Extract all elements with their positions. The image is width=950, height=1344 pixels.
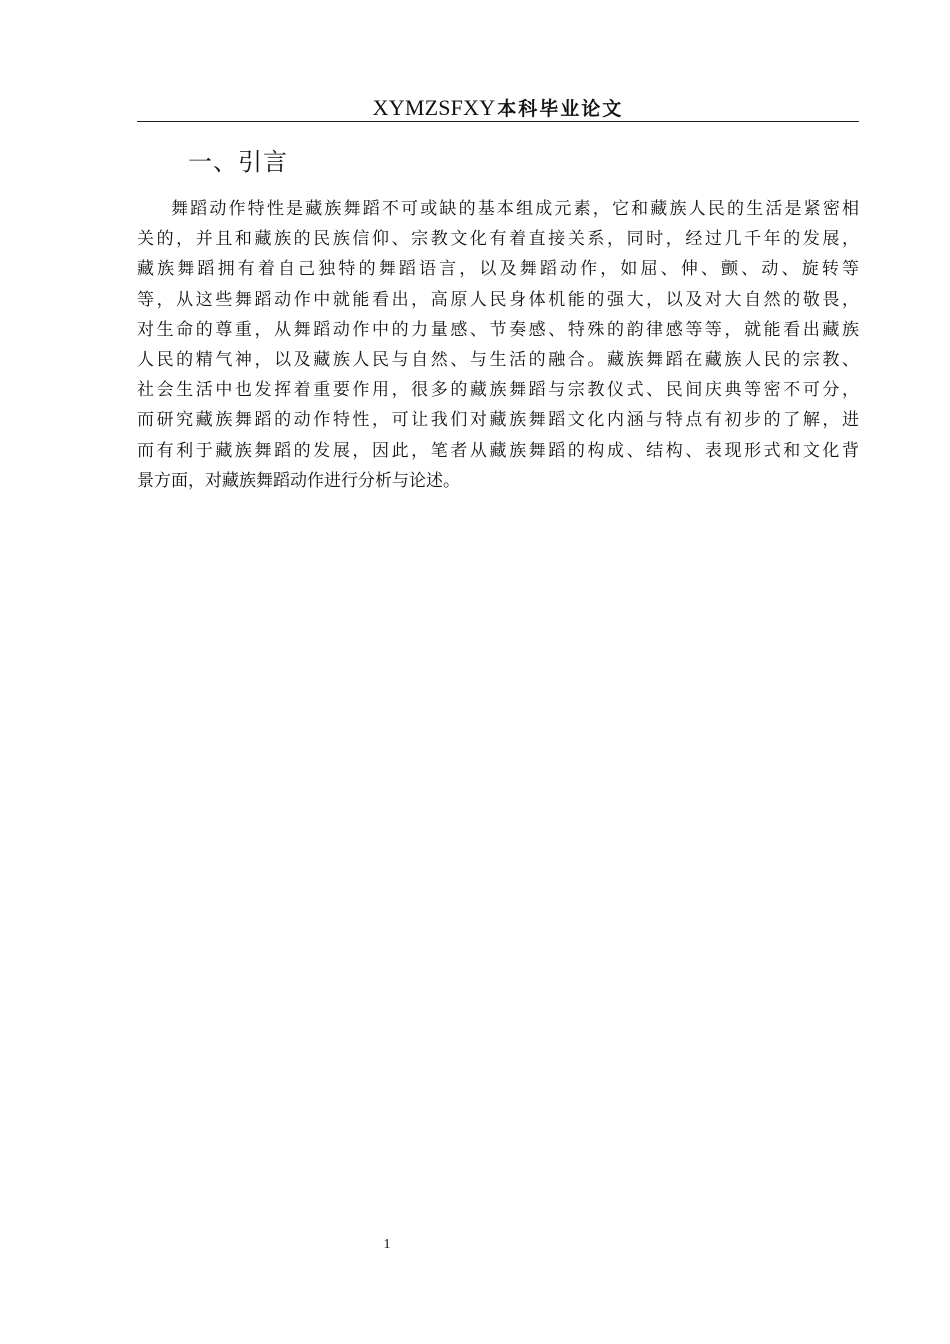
paragraph-line: 等，从这些舞蹈动作中就能看出，高原人民身体机能的强大，以及对大自然的敬畏， (137, 289, 859, 310)
paragraph-line: 而研究藏族舞蹈的动作特性，可让我们对藏族舞蹈文化内涵与特点有初步的了解，进 (137, 410, 859, 431)
paragraph-line: 对生命的尊重，从舞蹈动作中的力量感、节奏感、特殊的韵律感等等，就能看出藏族 (137, 319, 859, 340)
paragraph-line: 人民的精气神，以及藏族人民与自然、与生活的融合。藏族舞蹈在藏族人民的宗教、 (137, 349, 859, 370)
header-divider (137, 121, 859, 122)
header-latin-text: XYMZSFXY (372, 95, 496, 120)
running-header (137, 94, 859, 121)
paragraph-line: 而有利于藏族舞蹈的发展，因此，笔者从藏族舞蹈的构成、结构、表现形式和文化背 (137, 440, 859, 461)
paragraph-line: 藏族舞蹈拥有着自己独特的舞蹈语言，以及舞蹈动作，如屈、伸、颤、动、旋转等 (137, 259, 859, 280)
paragraph-line: 社会生活中也发挥着重要作用，很多的藏族舞蹈与宗教仪式、民间庆典等密不可分， (137, 380, 859, 401)
section-heading: 一、引言 (188, 148, 288, 176)
paragraph-line: 景方面，对藏族舞蹈动作进行分析与论述。 (137, 470, 460, 491)
paragraph-line: 关的，并且和藏族的民族信仰、宗教文化有着直接关系，同时，经过几千年的发展， (137, 229, 859, 250)
paragraph-line: 舞蹈动作特性是藏族舞蹈不可或缺的基本组成元素，它和藏族人民的生活是紧密相 (171, 199, 859, 219)
body-paragraph (137, 194, 859, 496)
header-thesis-label: 本科毕业论文 (497, 98, 624, 120)
page-number: 1 (383, 1237, 391, 1252)
